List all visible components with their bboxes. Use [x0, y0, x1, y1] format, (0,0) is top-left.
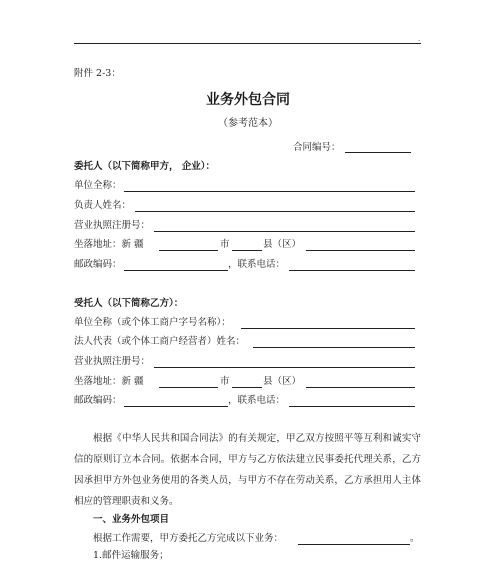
party-a-phone-field[interactable]	[289, 270, 415, 271]
party-b-unit-field[interactable]	[241, 328, 415, 329]
party-b-address-label: 坐落地址：新 疆	[74, 376, 144, 387]
header-mark: .	[418, 35, 421, 43]
party-a-city-label: 市	[220, 239, 230, 250]
party-b-legal-rep-label: 法人代表（或个体工商户经营者）姓名：	[74, 336, 246, 347]
party-a-address-field[interactable]	[306, 250, 415, 251]
contract-title: 业务外包合同	[206, 92, 290, 108]
party-b-city-field[interactable]	[159, 387, 218, 388]
party-b-unit-label: 单位全称（或个体工商户字号名称）：	[74, 317, 231, 328]
contract-number-field[interactable]	[345, 152, 411, 153]
party-a-county-field[interactable]	[232, 250, 262, 251]
party-a-heading: 委托人（以下简称甲方， 企业）：	[74, 161, 216, 172]
party-a-leader-field[interactable]	[135, 211, 415, 212]
header-rule	[74, 43, 421, 44]
section-1-heading: 一、业务外包项目	[93, 514, 170, 525]
party-b-county-label: 县（区）	[263, 376, 302, 387]
section-1-period: 。	[410, 533, 420, 544]
section-1-text: 根据工作需要，甲方委托乙方完成以下业务：	[93, 533, 284, 544]
party-b-phone-field[interactable]	[289, 406, 415, 407]
party-a-postcode-label: 邮政编码：	[74, 259, 122, 270]
body-paragraph: 根据《中华人民共和国合同法》的有关规定，甲乙双方按照平等互利和诚实守信的原则订立本合同。依据本合同，甲方与乙方依法建立民事委托代理关系，乙方因承担甲方外包业务使用的各类人员，与甲方不存在劳动关系，乙方承担用人主体相应的管理职责和义务。	[74, 433, 421, 507]
party-b-postcode-field[interactable]	[124, 406, 228, 407]
party-a-phone-label: ，联系电话：	[228, 259, 286, 270]
party-a-license-field[interactable]	[154, 231, 415, 232]
contract-subtitle: （参考范本）	[218, 118, 278, 129]
section-1-business-field[interactable]	[298, 544, 410, 545]
party-a-unit-label: 单位全称：	[74, 180, 122, 191]
party-b-license-field[interactable]	[154, 367, 415, 368]
party-a-leader-label: 负责人姓名：	[74, 200, 132, 211]
party-a-city-field[interactable]	[159, 250, 218, 251]
party-a-license-label: 营业执照注册号：	[74, 220, 151, 231]
contract-number-label: 合同编号：	[293, 142, 341, 153]
annex-label: 附件 2-3：	[74, 68, 121, 79]
party-b-address-field[interactable]	[306, 387, 415, 388]
party-b-county-field[interactable]	[232, 387, 262, 388]
party-a-postcode-field[interactable]	[124, 270, 228, 271]
party-a-address-label: 坐落地址：新 疆	[74, 239, 144, 250]
party-a-unit-field[interactable]	[124, 191, 415, 192]
party-b-legal-rep-field[interactable]	[253, 347, 415, 348]
party-b-city-label: 市	[220, 376, 230, 387]
item-1: 1.邮件运输服务；	[93, 550, 169, 561]
party-b-postcode-label: 邮政编码：	[74, 395, 122, 406]
party-b-phone-label: ，联系电话：	[228, 395, 286, 406]
party-a-county-label: 县（区）	[263, 239, 302, 250]
party-b-license-label: 营业执照注册号：	[74, 356, 151, 367]
party-b-heading: 受托人（以下简称乙方）：	[74, 298, 184, 309]
